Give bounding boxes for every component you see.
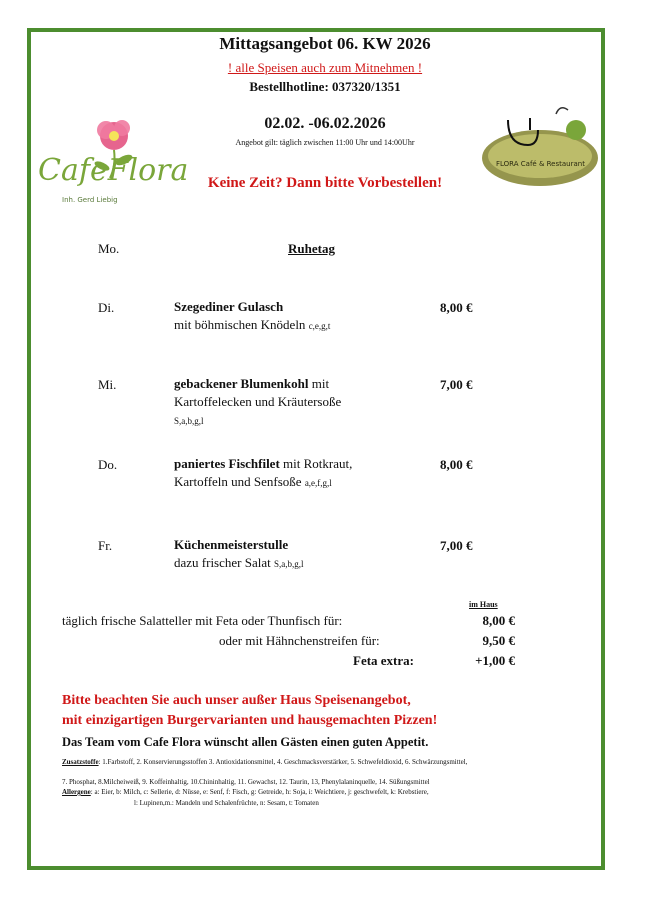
additives-text: : 1.Farbstoff, 2. Konservierungsstoffen 3. Antioxidationsmittel, 4. Geschmacksverstärker, 5. Schwefeldioxid, 6. Schwärzungsmittel, — [98, 758, 468, 766]
dish-price: 7,00 € — [440, 377, 473, 392]
additives-legend-cont: 7. Phosphat, 8.Milcheiweiß, 9. Koffeinhaltig, 10.Chininhaltig, 11. Gewachst, 12. Taurin, 13, Phenylalaninquelle, 14. Süßungsmittel — [62, 778, 430, 786]
dish-description: Kartoffelecken und Kräutersoße — [174, 394, 342, 409]
dish-description-inline: mit — [311, 376, 330, 391]
allergens-label: Allergene — [62, 788, 91, 796]
dish-price: 7,00 € — [440, 538, 473, 553]
dish-allergens: a,e,f,g,l — [304, 478, 332, 488]
dish-description: dazu frischer Salat — [174, 555, 271, 570]
menu-dish — [174, 536, 424, 573]
team-greeting: Das Team vom Cafe Flora wünscht allen Gästen einen guten Appetit. — [62, 735, 429, 749]
order-hotline: Bestellhotline: 037320/1351 — [249, 79, 401, 94]
flora-restaurant-logo — [478, 100, 608, 192]
svg-text:CafeFlora: CafeFlora — [38, 153, 189, 188]
date-range: 02.02. -06.02.2026 — [264, 115, 386, 132]
dish-price: 8,00 € — [440, 300, 473, 315]
dish-description-inline: mit Rotkraut, — [283, 456, 353, 471]
salad-row-price: 9,50 € — [482, 633, 515, 648]
page-title: Mittagsangebot 06. KW 2026 — [219, 34, 431, 53]
svg-text:FLORA Café & Restaurant: FLORA Café & Restaurant — [496, 160, 585, 168]
cafe-flora-logo — [36, 108, 189, 216]
dish-description: Kartoffeln und Senfsoße — [174, 474, 302, 489]
dish-title: Szegediner Gulasch — [174, 299, 284, 314]
dish-allergens: S,a,b,g,l — [273, 559, 304, 569]
menu-day: Fr. — [98, 538, 113, 553]
takeaway-notice: ! alle Speisen auch zum Mitnehmen ! — [227, 60, 423, 75]
menu-dish — [174, 375, 424, 430]
menu-day: Mo. — [98, 241, 120, 256]
svg-text:Inh. Gerd Liebig: Inh. Gerd Liebig — [62, 196, 118, 204]
menu-day: Do. — [98, 457, 118, 472]
promo-line: mit einzigartigen Burgervarianten und hausgemachten Pizzen! — [62, 713, 438, 728]
dish-allergens: S,a,b,g,l — [174, 416, 204, 426]
validity-note: Angebot gilt: täglich zwischen 11:00 Uhr und 14:00Uhr — [235, 138, 415, 147]
allergens-text: : a: Eier, b: Milch, c: Sellerie, d: Nüsse, e: Senf, f: Fisch, g: Getreide, h: Soja, i: Weichtiere, j: geschwefelt, k: Krebstiere, — [90, 788, 429, 796]
dish-title: gebackener Blumenkohl — [174, 376, 309, 391]
salad-row-label: oder mit Hähnchenstreifen für: — [219, 633, 380, 648]
menu-dish — [174, 298, 424, 335]
additives-label: Zusatzstoffe — [62, 758, 99, 766]
dish-title: Küchenmeisterstulle — [174, 537, 289, 552]
preorder-notice: Keine Zeit? Dann bitte Vorbestellen! — [207, 175, 443, 191]
salad-row-price: 8,00 € — [482, 613, 515, 628]
salad-row-label: Feta extra: — [353, 653, 414, 668]
salad-column-header: im Haus — [469, 600, 498, 609]
menu-dish — [174, 455, 424, 492]
dish-price: 8,00 € — [440, 457, 473, 472]
promo-line: Bitte beachten Sie auch unser außer Haus Speisenangebot, — [62, 693, 411, 708]
rest-day-label: Ruhetag — [288, 241, 335, 256]
salad-row-label: täglich frische Salatteller mit Feta oder Thunfisch für: — [62, 613, 343, 628]
additives-legend — [62, 758, 582, 767]
dish-allergens: c,e,g,t — [308, 321, 331, 331]
dish-description: mit böhmischen Knödeln — [174, 317, 306, 332]
dish-title: paniertes Fischfilet — [174, 456, 280, 471]
allergens-legend — [62, 788, 582, 797]
allergens-legend-cont: l: Lupinen,m.: Mandeln und Schalenfrüchte, n: Sesam, t: Tomaten — [134, 799, 319, 807]
menu-day: Mi. — [98, 377, 117, 392]
salad-row-price: +1,00 € — [475, 653, 515, 668]
menu-day: Di. — [98, 300, 115, 315]
